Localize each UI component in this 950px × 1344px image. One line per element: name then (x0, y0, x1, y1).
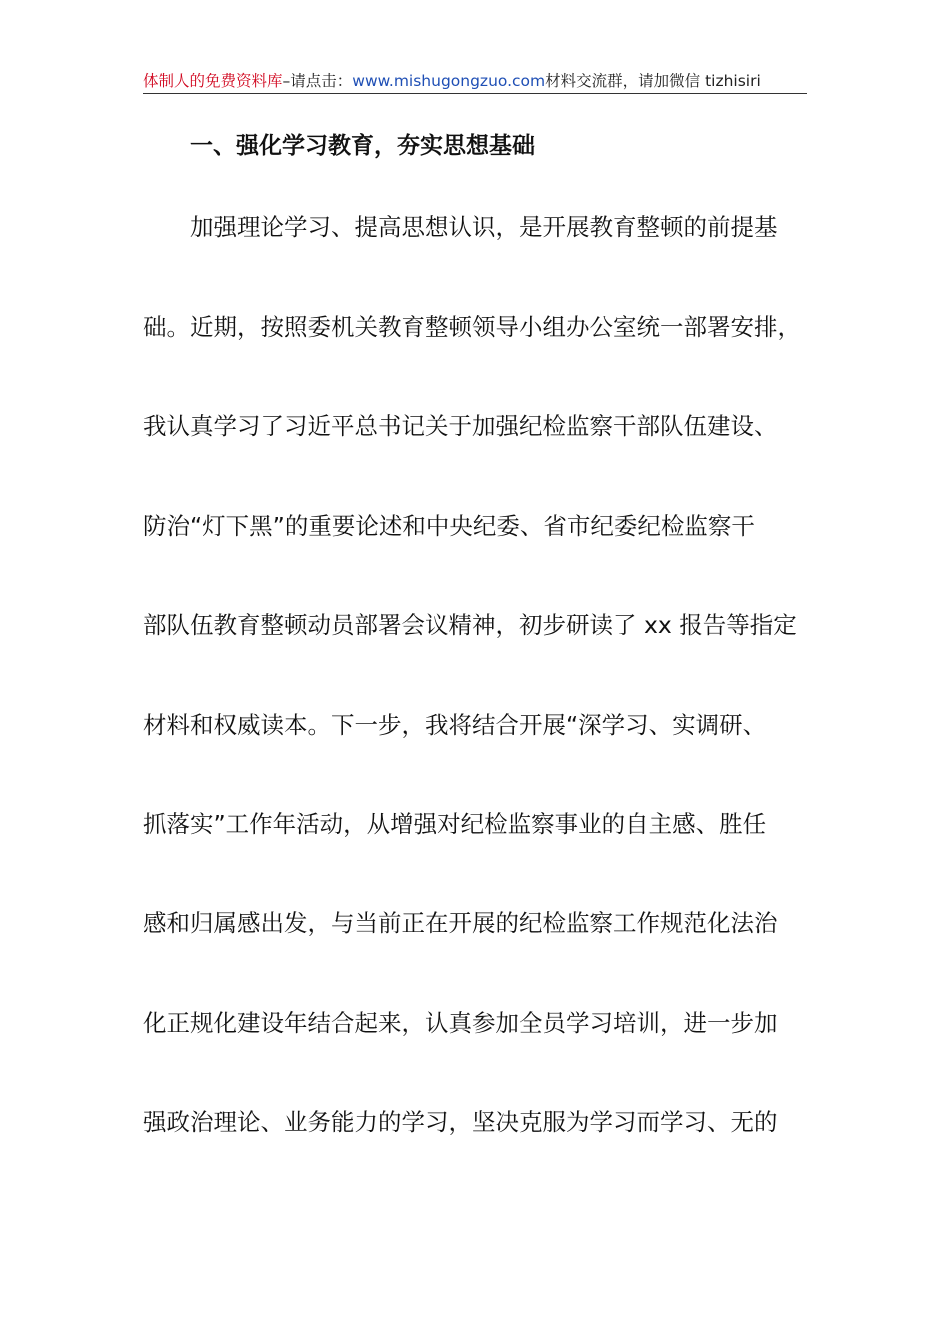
paragraph-line: 抓落实”工作年活动，从增强对纪检监察事业的自主感、胜任 (143, 810, 767, 838)
header-divider (143, 93, 807, 94)
paragraph-line: 防治“灯下黑”的重要论述和中央纪委、省市纪委纪检监察干 (143, 512, 755, 540)
header-url-link[interactable]: www.mishugongzuo.com (352, 72, 546, 90)
paragraph-line: 础。近期，按照委机关教育整顿领导小组办公室统一部署安排， (143, 313, 801, 341)
paragraph-line: 我认真学习了习近平总书记关于加强纪检监察干部队伍建设、 (143, 412, 778, 440)
paragraph-line: 加强理论学习、提高思想认识，是开展教育整顿的前提基 (190, 213, 778, 241)
paragraph-line: 材料和权威读本。下一步，我将结合开展“深学习、实调研、 (143, 711, 767, 739)
paragraph-line: 感和归属感出发，与当前正在开展的纪检监察工作规范化法治 (143, 909, 778, 937)
header-prompt: –请点击： (282, 72, 353, 90)
page-header (143, 68, 807, 94)
paragraph-line: 强政治理论、业务能力的学习，坚决克服为学习而学习、无的 (143, 1108, 778, 1136)
paragraph-line: 部队伍教育整顿动员部署会议精神，初步研读了 xx 报告等指定 (143, 611, 797, 639)
paragraph-line: 化正规化建设年结合起来，认真参加全员学习培训，进一步加 (143, 1009, 778, 1037)
header-note: 材料交流群，请加微信 tizhisiri (545, 72, 761, 90)
header-brand: 体制人的免费资料库 (143, 72, 283, 90)
section-heading: 一、强化学习教育，夯实思想基础 (190, 133, 535, 159)
